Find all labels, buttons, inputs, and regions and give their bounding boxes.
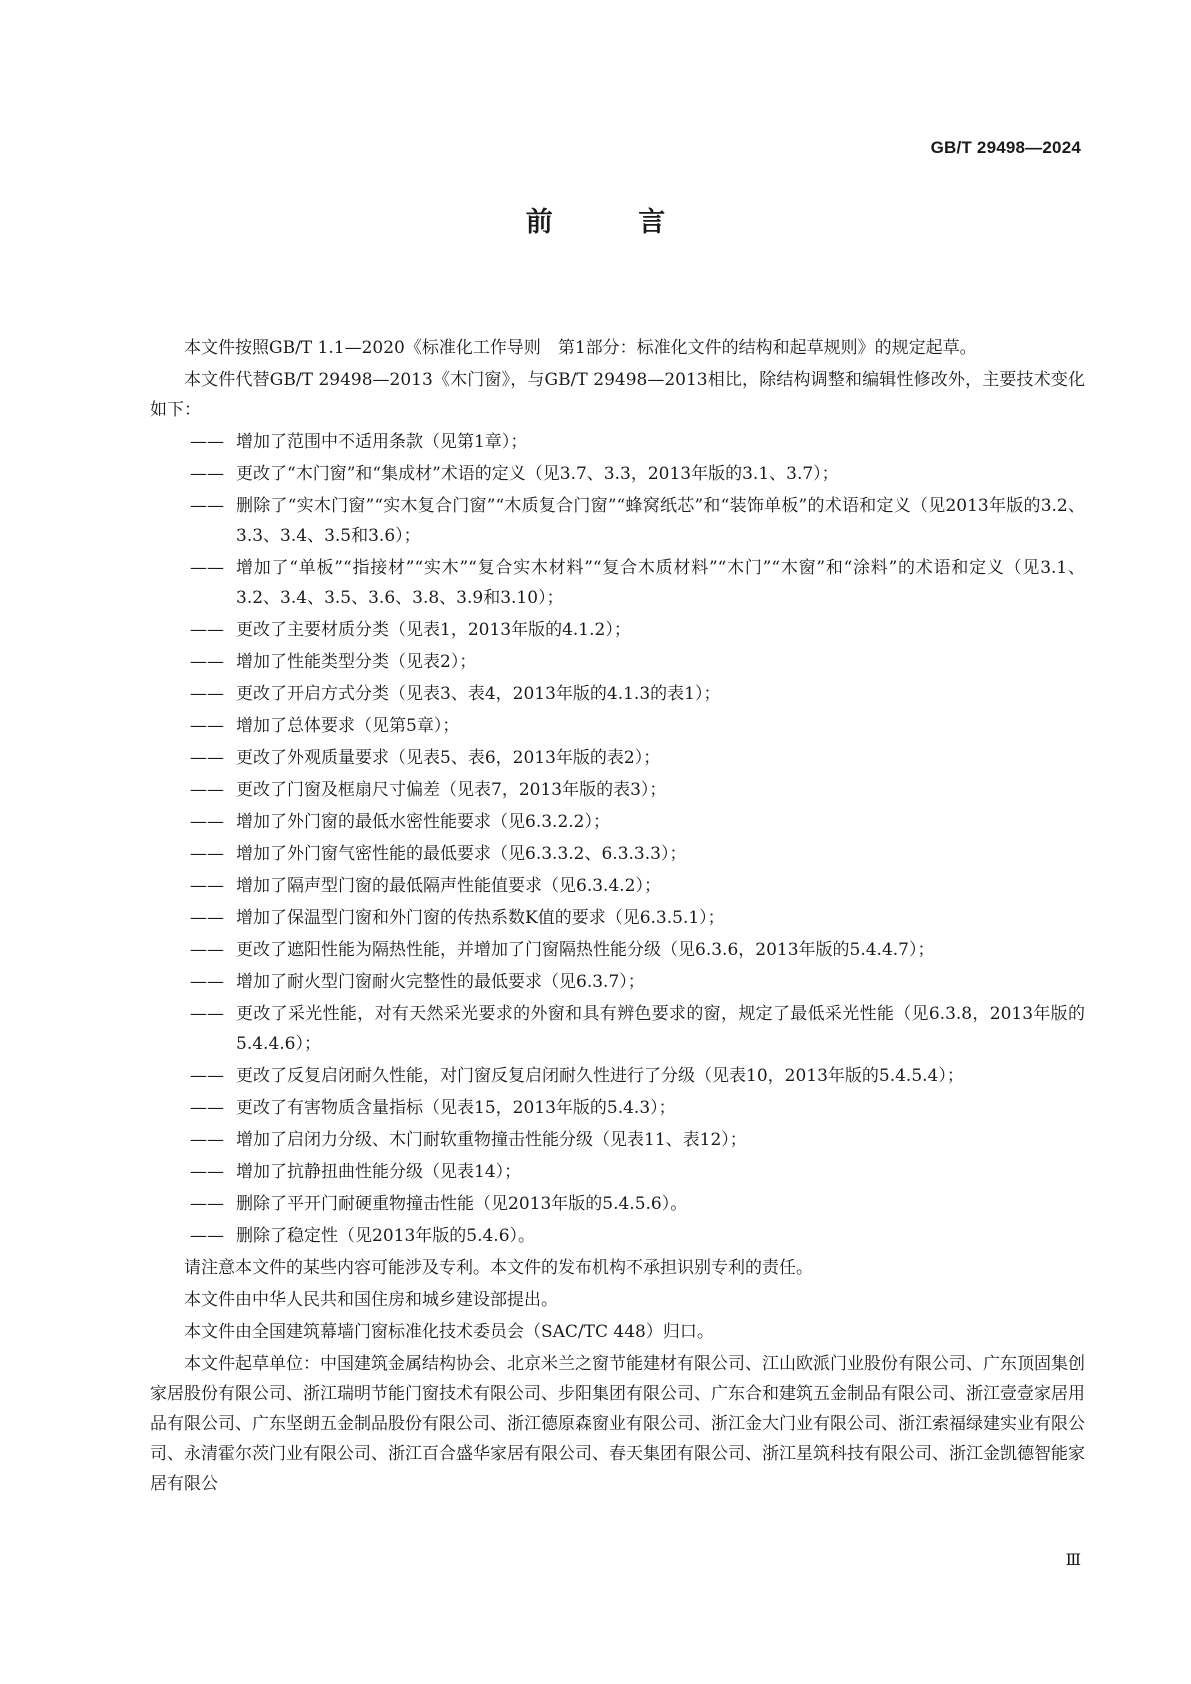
change-item	[150, 1157, 1085, 1187]
change-item	[150, 1125, 1085, 1155]
dash-marker: ——	[190, 1066, 224, 1086]
change-item	[150, 679, 1085, 709]
change-text: 更改了采光性能，对有天然采光要求的外窗和具有辨色要求的窗，规定了最低采光性能（见6.3.8，2013年版的5.4.4.6）；	[236, 1004, 1085, 1054]
change-item	[150, 1221, 1085, 1251]
change-text: 更改了“木门窗”和“集成材”术语的定义（见3.7、3.3，2013年版的3.1、3.7）；	[236, 464, 839, 484]
change-item	[150, 967, 1085, 997]
dash-marker: ——	[190, 716, 224, 736]
page-number: Ⅲ	[1065, 1550, 1081, 1569]
dash-marker: ——	[190, 464, 224, 484]
change-text: 增加了耐火型门窗耐火完整性的最低要求（见6.3.7）；	[236, 972, 645, 992]
change-text: 更改了遮阳性能为隔热性能，并增加了门窗隔热性能分级（见6.3.6，2013年版的5.4.4.7）；	[236, 940, 935, 960]
dash-marker: ——	[190, 1194, 224, 1214]
change-item	[150, 1189, 1085, 1219]
change-text: 增加了隔声型门窗的最低隔声性能值要求（见6.3.4.2）；	[236, 876, 661, 896]
patent-notice: 请注意本文件的某些内容可能涉及专利。本文件的发布机构不承担识别专利的责任。	[184, 1258, 813, 1278]
dash-marker: ——	[190, 432, 224, 452]
change-text: 更改了外观质量要求（见表5、表6，2013年版的表2）；	[236, 748, 661, 768]
change-text: 增加了范围中不适用条款（见第1章）；	[236, 432, 528, 452]
change-item	[150, 711, 1085, 741]
change-item	[150, 615, 1085, 645]
change-text: 增加了启闭力分级、木门耐软重物撞击性能分级（见表11、表12）；	[236, 1130, 747, 1150]
change-item	[150, 647, 1085, 677]
change-text: 更改了有害物质含量指标（见表15，2013年版的5.4.3）；	[236, 1098, 676, 1118]
change-item	[150, 871, 1085, 901]
change-item	[150, 807, 1085, 837]
change-item	[150, 427, 1085, 457]
dash-marker: ——	[190, 652, 224, 672]
change-text: 更改了反复启闭耐久性能，对门窗反复启闭耐久性进行了分级（见表10，2013年版的5.4.5.4）；	[236, 1066, 964, 1086]
dash-marker: ——	[190, 1004, 224, 1024]
change-item	[150, 775, 1085, 805]
dash-marker: ——	[190, 908, 224, 928]
dash-marker: ——	[190, 1098, 224, 1118]
change-item	[150, 1093, 1085, 1123]
dash-marker: ——	[190, 684, 224, 704]
standard-code: GB/T 29498—2024	[930, 138, 1081, 157]
change-text: 更改了门窗及框扇尺寸偏差（见表7，2013年版的表3）；	[236, 780, 667, 800]
change-text: 增加了抗静扭曲性能分级（见表14）；	[236, 1162, 522, 1182]
change-text: 增加了总体要求（见第5章）；	[236, 716, 460, 736]
dash-marker: ——	[190, 748, 224, 768]
change-text: 删除了平开门耐硬重物撞击性能（见2013年版的5.4.5.6）。	[236, 1194, 688, 1214]
dash-marker: ——	[190, 876, 224, 896]
drafting-units-paragraph: 本文件起草单位：中国建筑金属结构协会、北京米兰之窗节能建材有限公司、江山欧派门业股份有限公司、广东顶固集创家居股份有限公司、浙江瑞明节能门窗技术有限公司、步阳集团有限公司、广东合和建筑五金制品有限公司、浙江壹壹家居用品有限公司、广东坚朗五金制品股份有限公司、浙江德原森窗业有限公司、浙江金大门业有限公司、浙江索福绿建实业有限公司、永清霍尔茨门业有限公司、浙江百合盛华家居有限公司、春天集团有限公司、浙江星筑科技有限公司、浙江金凯德智能家居有限公	[150, 1354, 1085, 1494]
change-item	[150, 553, 1085, 613]
dash-marker: ——	[190, 1226, 224, 1246]
change-text: 增加了保温型门窗和外门窗的传热系数K值的要求（见6.3.5.1）；	[236, 908, 725, 928]
change-item	[150, 459, 1085, 489]
change-text: 增加了性能类型分类（见表2）；	[236, 652, 477, 672]
dash-marker: ——	[190, 620, 224, 640]
change-item	[150, 491, 1085, 551]
change-text: 增加了“单板”“指接材”“实木”“复合实木材料”“复合木质材料”“木门”“木窗”和“涂料”的术语和定义（见3.1、3.2、3.4、3.5、3.6、3.8、3.9和3.10）；	[236, 558, 1085, 608]
change-item	[150, 743, 1085, 773]
proposer-paragraph: 本文件由中华人民共和国住房和城乡建设部提出。	[184, 1290, 558, 1310]
changes-list	[150, 427, 1085, 1251]
dash-marker: ——	[190, 1130, 224, 1150]
change-item	[150, 935, 1085, 965]
dash-marker: ——	[190, 780, 224, 800]
dash-marker: ——	[190, 496, 224, 516]
change-item	[150, 839, 1085, 869]
dash-marker: ——	[190, 1162, 224, 1182]
document-body	[150, 333, 1085, 1501]
change-item	[150, 999, 1085, 1059]
change-item	[150, 903, 1085, 933]
page-title: 前 言	[525, 207, 704, 238]
dash-marker: ——	[190, 844, 224, 864]
dash-marker: ——	[190, 972, 224, 992]
dash-marker: ——	[190, 558, 224, 578]
change-item	[150, 1061, 1085, 1091]
change-text: 删除了“实木门窗”“实木复合门窗”“木质复合门窗”“蜂窝纸芯”和“装饰单板”的术语和定义（见2013年版的3.2、3.3、3.4、3.5和3.6）；	[236, 496, 1085, 546]
intro-paragraph-2: 本文件代替GB/T 29498—2013《木门窗》，与GB/T 29498—2013相比，除结构调整和编辑性修改外，主要技术变化如下：	[150, 370, 1085, 420]
change-text: 更改了主要材质分类（见表1，2013年版的4.1.2）；	[236, 620, 631, 640]
dash-marker: ——	[190, 940, 224, 960]
change-text: 更改了开启方式分类（见表3、表4，2013年版的4.1.3的表1）；	[236, 684, 721, 704]
change-text: 删除了稳定性（见2013年版的5.4.6）。	[236, 1226, 536, 1246]
intro-paragraph-1: 本文件按照GB/T 1.1—2020《标准化工作导则 第1部分：标准化文件的结构和起草规则》的规定起草。	[184, 338, 977, 358]
change-text: 增加了外门窗的最低水密性能要求（见6.3.2.2）；	[236, 812, 610, 832]
committee-paragraph: 本文件由全国建筑幕墙门窗标准化技术委员会（SAC/TC 448）归口。	[184, 1322, 714, 1342]
change-text: 增加了外门窗气密性能的最低要求（见6.3.3.2、6.3.3.3）；	[236, 844, 687, 864]
dash-marker: ——	[190, 812, 224, 832]
